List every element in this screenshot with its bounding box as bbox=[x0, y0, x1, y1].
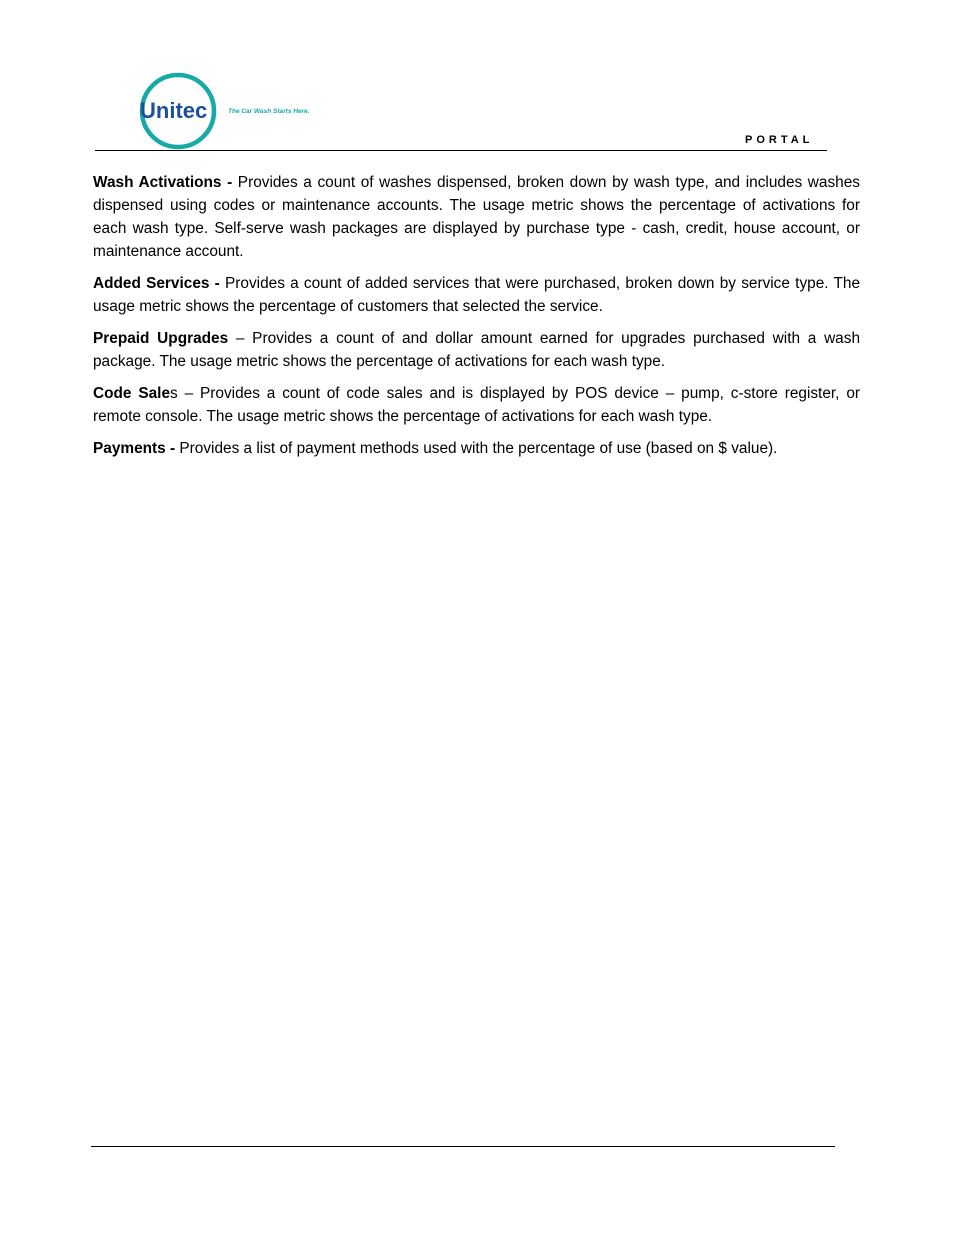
definition-prepaid-upgrades bbox=[93, 327, 860, 373]
definition-payments bbox=[93, 437, 860, 460]
definition-term: Added Services - bbox=[93, 275, 220, 292]
definition-term: Wash Activations - bbox=[93, 174, 233, 191]
definition-text: – Provides a count of and dollar amount earned for upgrades purchased with a wash package. The usage metric shows the percentage of activations for each wash type. bbox=[93, 330, 860, 370]
logo-tagline: The Car Wash Starts Here. bbox=[228, 108, 310, 115]
document-body bbox=[93, 171, 860, 469]
definition-added-services bbox=[93, 272, 860, 318]
definition-text: – Provides a count of code sales and is displayed by POS device – pump, c-store register, or remote console. The usage metric shows the percentage of activations for each wash type. bbox=[93, 385, 860, 425]
definition-text: Provides a count of washes dispensed, broken down by wash type, and includes washes dispensed using codes or maintenance accounts. The usage metric shows the percentage of activations for each wash type. Self-serve wash packages are displayed by purchase type - cash, credit, house account, or maintenance account. bbox=[93, 174, 860, 260]
definition-term: Prepaid Upgrades bbox=[93, 330, 229, 347]
definition-text: Provides a list of payment methods used with the percentage of use (based on $ value). bbox=[175, 440, 778, 457]
unitec-logo bbox=[138, 72, 338, 150]
header-divider bbox=[95, 150, 827, 151]
definition-code-sales bbox=[93, 382, 860, 428]
definition-term: Code Sale bbox=[93, 385, 171, 402]
section-label: PORTAL bbox=[745, 134, 814, 146]
footer-divider bbox=[91, 1146, 835, 1147]
definition-text: Provides a count of added services that were purchased, broken down by service type. The usage metric shows the percentage of customers that selected the service. bbox=[93, 275, 861, 315]
definition-wash-activations bbox=[93, 171, 860, 263]
logo-wordmark: Unitec bbox=[140, 98, 208, 123]
definition-term: Payments - bbox=[93, 440, 176, 457]
definition-term-suffix: s bbox=[170, 385, 178, 402]
